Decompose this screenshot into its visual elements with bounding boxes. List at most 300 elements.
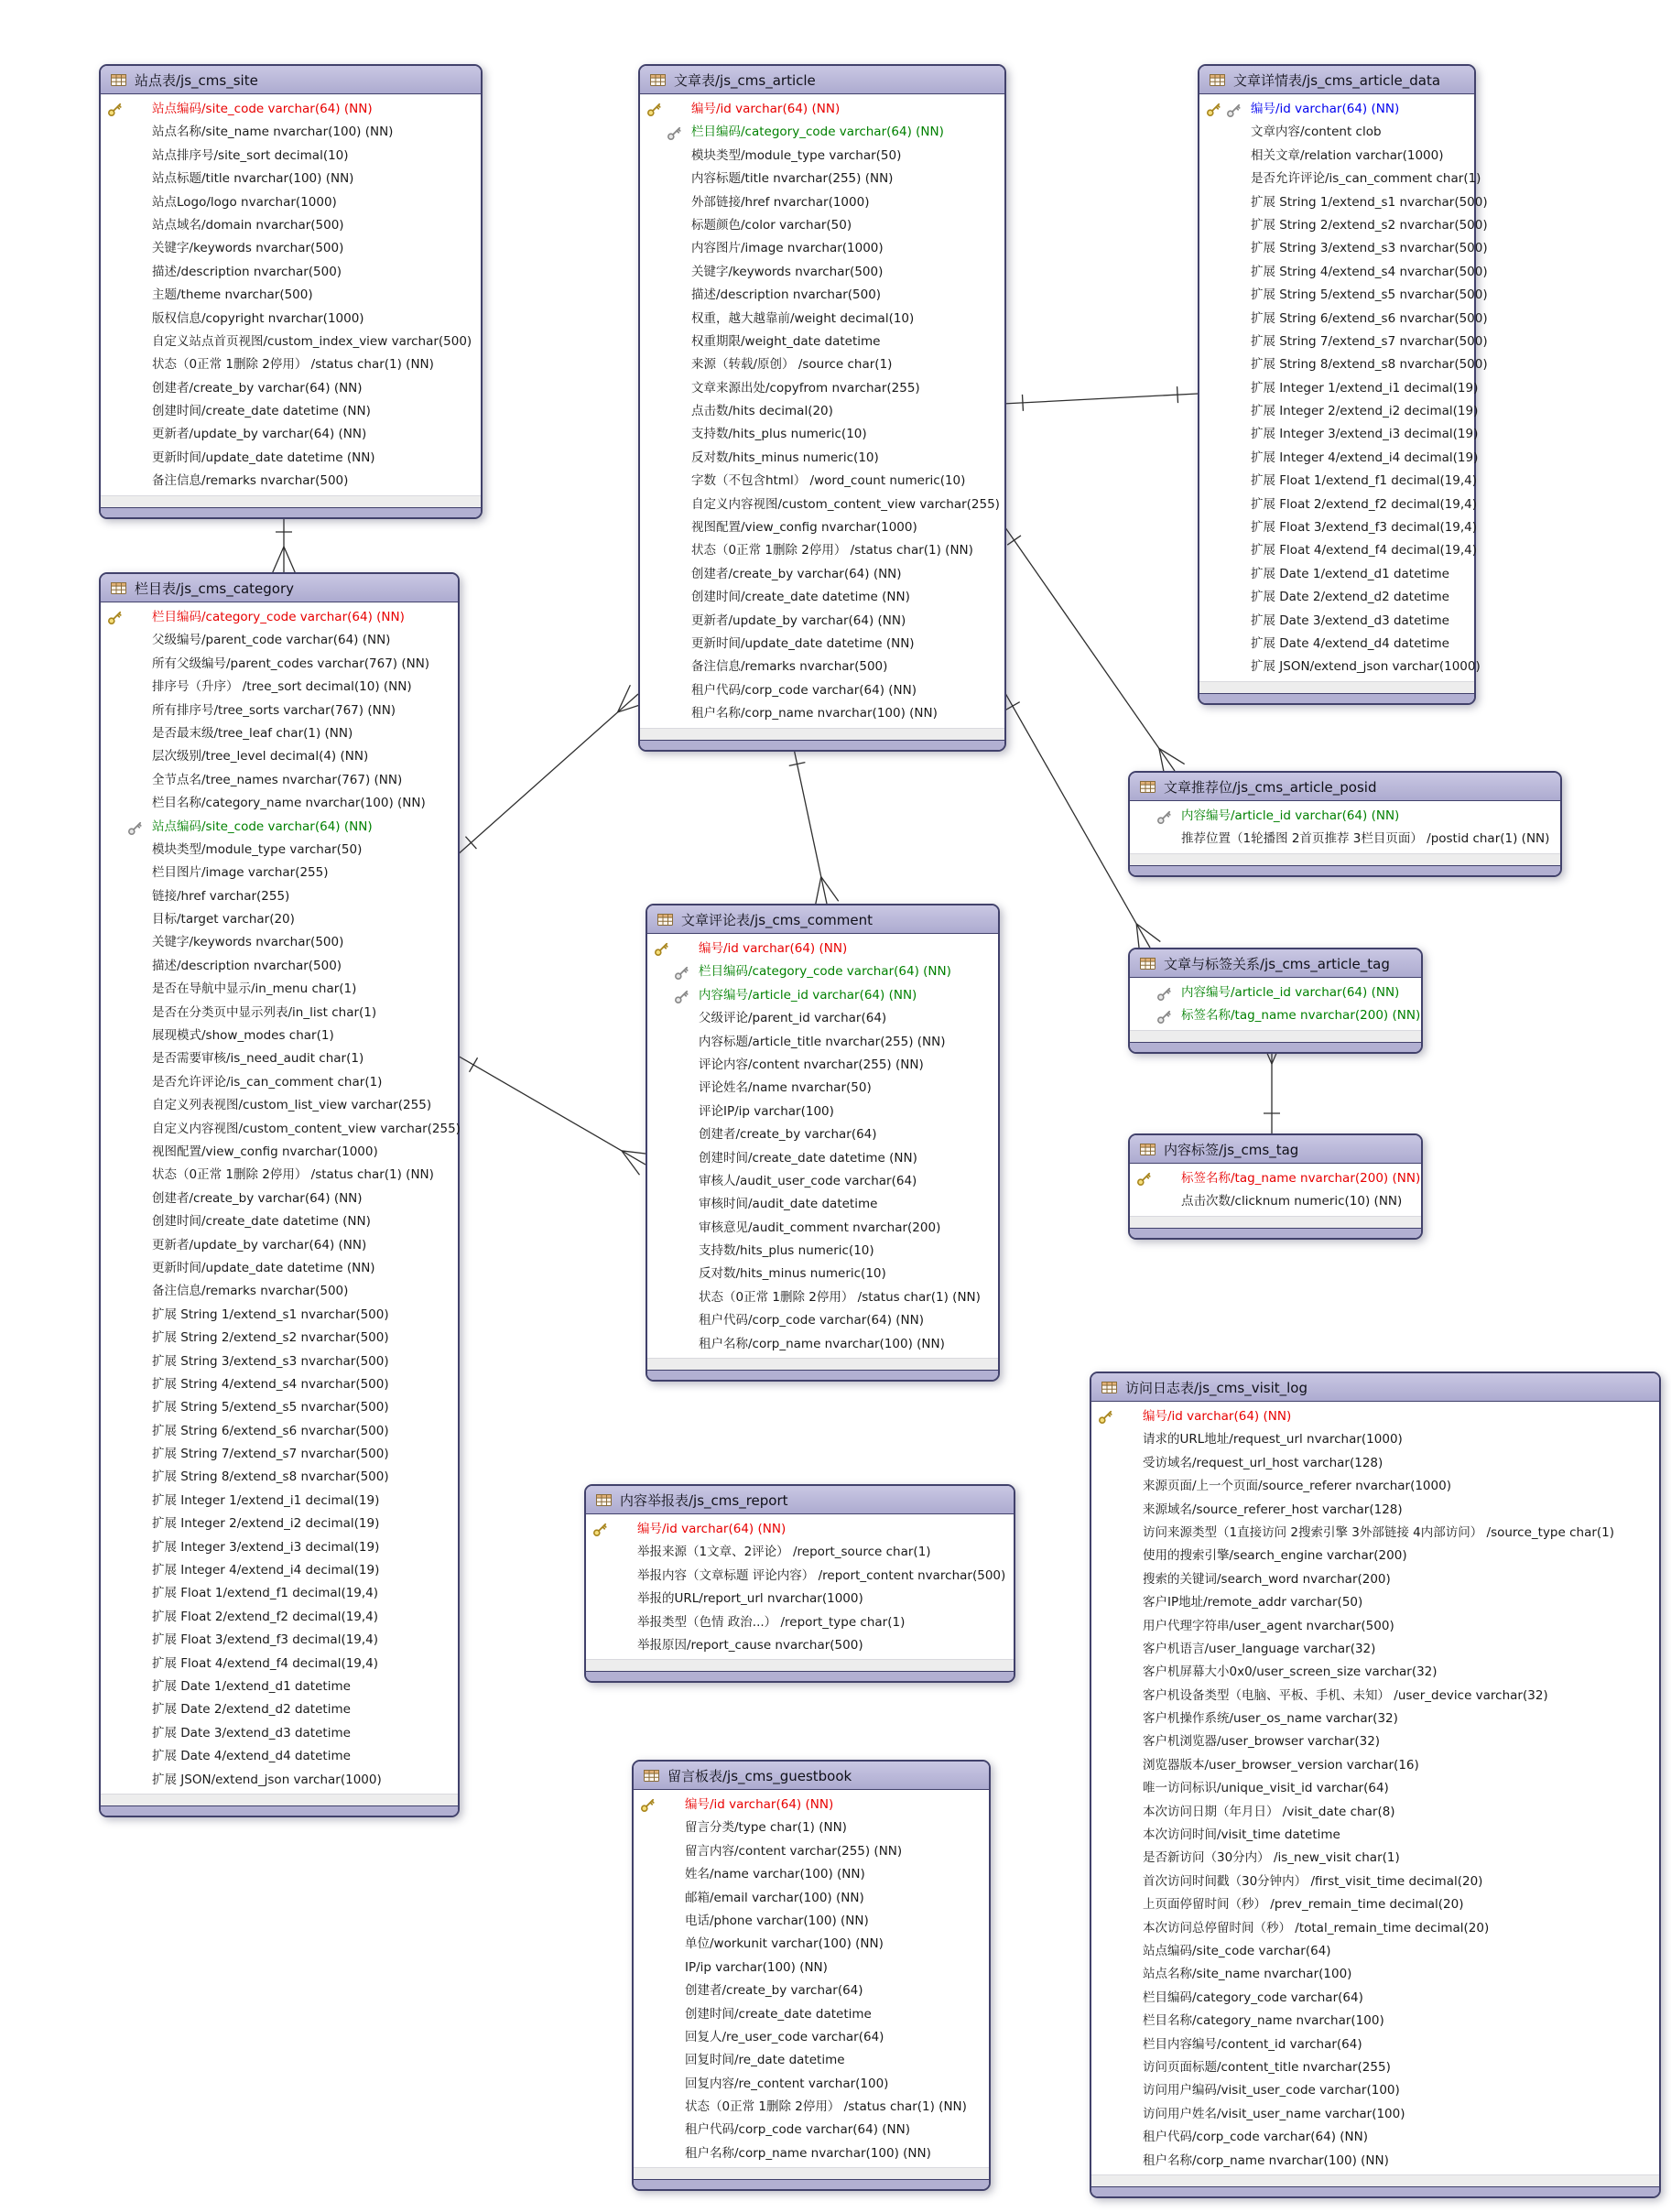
field-row[interactable]	[1199, 470, 1478, 493]
field-row[interactable]	[647, 1263, 998, 1285]
field-row[interactable]	[640, 214, 1004, 237]
field-label: 全节点名/tree_names nvarchar(767) (NN)	[152, 772, 403, 787]
table-title: 文章详情表/js_cms_article_data	[1233, 71, 1441, 89]
field-row[interactable]	[634, 2119, 989, 2142]
table-footer-strip	[1130, 1216, 1421, 1228]
field-label: 扩展 Float 4/extend_f4 decimal(19,4)	[152, 1655, 379, 1671]
field-label: 租户名称/corp_name nvarchar(100) (NN)	[691, 706, 938, 721]
field-row[interactable]	[101, 862, 458, 884]
field-row[interactable]	[101, 769, 458, 792]
field-row[interactable]	[101, 470, 481, 493]
field-label: 扩展 String 3/extend_s3 nvarchar(500)	[152, 1353, 389, 1369]
field-row[interactable]	[101, 676, 458, 699]
field-row[interactable]	[1199, 610, 1474, 633]
table-footer-strip	[647, 1358, 998, 1370]
field-row[interactable]	[1091, 1685, 1659, 1708]
field-label: 客户机操作系统/user_os_name varchar(32)	[1143, 1711, 1398, 1727]
field-row[interactable]	[634, 1840, 989, 1863]
field-row[interactable]	[1130, 828, 1560, 851]
relation-site-category[interactable]	[272, 512, 296, 574]
table-header[interactable]	[101, 574, 458, 602]
field-row[interactable]	[1091, 1847, 1659, 1870]
field-label: 扩展 String 5/extend_s5 nvarchar(500)	[152, 1400, 389, 1415]
entity-table-report[interactable]	[584, 1484, 1015, 1683]
field-row[interactable]	[101, 400, 481, 423]
field-label: 访问用户姓名/visit_user_name varchar(100)	[1143, 2106, 1405, 2121]
field-row[interactable]	[634, 1933, 989, 1956]
field-row[interactable]	[1199, 284, 1488, 307]
field-row[interactable]	[647, 1147, 998, 1170]
table-footer-strip	[586, 1659, 1014, 1671]
field-row[interactable]	[101, 284, 481, 307]
field-row[interactable]	[101, 1280, 458, 1303]
field-row[interactable]	[101, 1234, 458, 1257]
field-label: 扩展 String 2/extend_s2 nvarchar(500)	[152, 1330, 389, 1346]
field-label: 客户机浏览器/user_browser varchar(32)	[1143, 1734, 1381, 1750]
field-row[interactable]	[101, 1443, 458, 1466]
field-row[interactable]	[640, 261, 1004, 284]
field-label: 访问用户编码/visit_user_code varchar(100)	[1143, 2083, 1400, 2098]
field-row[interactable]	[647, 1286, 998, 1309]
field-row[interactable]	[101, 1745, 458, 1768]
table-title: 留言板表/js_cms_guestbook	[667, 1767, 852, 1784]
entity-table-article_tag[interactable]	[1128, 948, 1423, 1054]
field-row[interactable]	[1091, 1568, 1659, 1591]
field-list	[101, 94, 481, 495]
field-row[interactable]	[1091, 1615, 1659, 1638]
field-row[interactable]	[101, 1002, 458, 1025]
entity-table-category[interactable]	[99, 572, 460, 1817]
field-row[interactable]	[634, 2049, 989, 2072]
field-label: 支持数/hits_plus numeric(10)	[699, 1243, 874, 1259]
field-label: 扩展 Date 2/extend_d2 datetime	[152, 1702, 351, 1718]
field-row[interactable]	[640, 145, 1004, 168]
field-row[interactable]	[640, 191, 1004, 214]
primary-key-icon	[1206, 102, 1221, 117]
field-row[interactable]	[640, 353, 1004, 376]
field-label: 扩展 String 8/extend_s8 nvarchar(500)	[1251, 357, 1488, 373]
field-label: 父级编号/parent_code varchar(64) (NN)	[152, 633, 391, 648]
field-row[interactable]	[101, 792, 458, 815]
table-footer-strip	[634, 2167, 989, 2179]
primary-key-icon	[646, 102, 662, 117]
field-row[interactable]	[1091, 2150, 1659, 2173]
field-row[interactable]	[640, 539, 1004, 562]
field-row[interactable]	[101, 1047, 458, 1070]
field-row[interactable]	[647, 1193, 998, 1216]
field-row[interactable]	[1091, 1801, 1659, 1824]
table-title: 文章表/js_cms_article	[674, 71, 816, 89]
field-row[interactable]	[101, 1698, 458, 1721]
field-row[interactable]	[640, 563, 1004, 586]
field-row[interactable]	[634, 2142, 989, 2165]
field-row[interactable]	[640, 308, 1004, 331]
field-row[interactable]	[101, 237, 481, 260]
field-row[interactable]	[1199, 168, 1481, 190]
field-row[interactable]	[647, 1077, 998, 1100]
field-row[interactable]	[647, 1007, 998, 1030]
field-label: 站点排序号/site_sort decimal(10)	[152, 147, 349, 163]
field-row[interactable]	[586, 1565, 1014, 1588]
field-label: 用户代理字符串/user_agent nvarchar(500)	[1143, 1618, 1394, 1633]
field-row[interactable]	[640, 702, 1004, 725]
field-label: 来源域名/source_referer_host varchar(128)	[1143, 1502, 1403, 1517]
field-row[interactable]	[647, 1054, 998, 1077]
field-label: 创建者/create_by varchar(64) (NN)	[152, 1190, 363, 1206]
field-row[interactable]	[1199, 353, 1488, 376]
field-row[interactable]	[101, 1606, 458, 1629]
field-row[interactable]	[101, 978, 458, 1001]
field-row[interactable]	[1091, 1545, 1659, 1567]
field-row[interactable]	[1091, 1824, 1659, 1847]
field-row[interactable]	[101, 653, 458, 676]
field-label: 扩展 Float 2/extend_f2 decimal(19,4)	[152, 1609, 379, 1624]
field-row[interactable]	[101, 955, 458, 978]
field-row[interactable]	[101, 885, 458, 908]
table-icon	[1140, 781, 1156, 793]
field-label: 扩展 Integer 2/extend_i2 decimal(19)	[1251, 404, 1479, 419]
field-row[interactable]	[1130, 1167, 1421, 1190]
field-label: 举报类型（色情 政治...） /report_type char(1)	[637, 1614, 906, 1630]
field-row[interactable]	[101, 1396, 458, 1419]
field-row[interactable]	[640, 377, 1004, 400]
field-row[interactable]	[647, 1217, 998, 1240]
field-row[interactable]	[101, 1071, 458, 1094]
field-row[interactable]	[640, 610, 1004, 633]
field-row[interactable]	[1091, 1475, 1659, 1498]
field-label: 推荐位置（1轮播图 2首页推荐 3栏目页面） /postid char(1) (NN)	[1181, 831, 1550, 847]
field-label: 父级评论/parent_id varchar(64)	[699, 1011, 887, 1026]
field-row[interactable]	[647, 1240, 998, 1263]
field-row[interactable]	[647, 984, 998, 1007]
field-row[interactable]	[634, 1863, 989, 1886]
field-label: 栏目内容编号/content_id varchar(64)	[1143, 2036, 1362, 2052]
field-row[interactable]	[647, 938, 998, 960]
field-row[interactable]	[101, 839, 458, 862]
field-row[interactable]	[634, 1910, 989, 1933]
entity-table-article_data[interactable]	[1198, 64, 1488, 705]
field-row[interactable]	[586, 1634, 1014, 1657]
field-row[interactable]	[101, 1141, 458, 1164]
field-row[interactable]	[1130, 1190, 1421, 1213]
field-row[interactable]	[101, 423, 481, 446]
field-label: 状态（0正常 1删除 2停用） /status char(1) (NN)	[152, 1167, 434, 1183]
relation-article-article_posid[interactable]	[1003, 524, 1185, 777]
field-row[interactable]	[101, 699, 458, 722]
field-row[interactable]	[1091, 2056, 1659, 2079]
field-label: IP/ip varchar(100) (NN)	[685, 1959, 828, 1975]
field-row[interactable]	[1199, 145, 1474, 168]
entity-table-tag[interactable]	[1128, 1133, 1423, 1240]
field-row[interactable]	[647, 1170, 998, 1193]
field-row[interactable]	[1199, 261, 1488, 284]
field-label: 站点编码/site_code varchar(64)	[1143, 1943, 1331, 1958]
field-row[interactable]	[101, 1675, 458, 1698]
field-row[interactable]	[647, 1309, 998, 1332]
field-row[interactable]	[1199, 377, 1479, 400]
table-header[interactable]	[101, 66, 481, 94]
field-row[interactable]	[101, 1420, 458, 1443]
field-row[interactable]	[1199, 563, 1474, 586]
field-row[interactable]	[1199, 539, 1478, 562]
field-row[interactable]	[640, 516, 1004, 539]
field-row[interactable]	[634, 1794, 989, 1816]
field-label: 内容标题/title nvarchar(255) (NN)	[691, 171, 894, 187]
field-row[interactable]	[101, 1629, 458, 1652]
field-row[interactable]	[101, 931, 458, 954]
field-row[interactable]	[1199, 423, 1479, 446]
field-label: 编号/id varchar(64) (NN)	[699, 941, 848, 956]
field-label: 客户机屏幕大小0x0/user_screen_size varchar(32)	[1143, 1664, 1438, 1680]
field-row[interactable]	[101, 1536, 458, 1559]
field-row[interactable]	[101, 1094, 458, 1117]
field-row[interactable]	[634, 1979, 989, 2002]
table-title: 内容举报表/js_cms_report	[620, 1491, 788, 1509]
field-row[interactable]	[640, 470, 1004, 493]
field-label: 点击数/hits decimal(20)	[691, 404, 833, 419]
field-row[interactable]	[640, 679, 1004, 702]
field-row[interactable]	[1130, 981, 1421, 1004]
field-row[interactable]	[101, 447, 481, 470]
field-row[interactable]	[647, 960, 998, 983]
field-row[interactable]	[634, 2026, 989, 2049]
field-row[interactable]	[101, 377, 481, 400]
field-label: 回复人/re_user_code varchar(64)	[685, 2029, 884, 2044]
field-label: 姓名/name varchar(100) (NN)	[685, 1867, 865, 1882]
field-row[interactable]	[586, 1518, 1014, 1541]
field-row[interactable]	[640, 586, 1004, 609]
field-row[interactable]	[634, 2096, 989, 2119]
field-row[interactable]	[640, 400, 1004, 423]
field-row[interactable]	[1091, 1638, 1659, 1661]
field-row[interactable]	[1130, 1004, 1421, 1027]
field-row[interactable]	[634, 1887, 989, 1910]
field-label: 权重，越大越靠前/weight decimal(10)	[691, 310, 915, 326]
field-row[interactable]	[1091, 2126, 1659, 2149]
field-row[interactable]	[101, 1164, 458, 1187]
field-row[interactable]	[640, 656, 1004, 678]
entity-table-visit_log[interactable]	[1090, 1372, 1661, 2198]
foreign-key-icon	[1226, 103, 1242, 118]
field-row[interactable]	[101, 606, 458, 629]
field-row[interactable]	[101, 1025, 458, 1047]
field-label: 栏目编码/category_code varchar(64) (NN)	[691, 125, 944, 140]
field-row[interactable]	[101, 1559, 458, 1582]
field-row[interactable]	[1199, 191, 1488, 214]
field-row[interactable]	[101, 629, 458, 652]
field-row[interactable]	[1199, 586, 1474, 609]
field-row[interactable]	[1091, 1522, 1659, 1545]
table-header[interactable]	[1130, 773, 1560, 801]
field-row[interactable]	[101, 1118, 461, 1141]
entity-table-comment[interactable]	[646, 904, 1000, 1382]
field-row[interactable]	[1091, 2033, 1659, 2056]
field-row[interactable]	[1199, 400, 1479, 423]
field-row[interactable]	[1091, 1661, 1659, 1684]
field-label: 是否最末级/tree_leaf char(1) (NN)	[152, 725, 353, 741]
field-row[interactable]	[101, 191, 481, 214]
entity-table-article_posid[interactable]	[1128, 771, 1562, 877]
table-header[interactable]	[1091, 1373, 1659, 1402]
field-row[interactable]	[101, 1466, 458, 1489]
table-header[interactable]	[586, 1486, 1014, 1514]
field-row[interactable]	[101, 722, 458, 745]
field-row[interactable]	[1091, 1777, 1659, 1800]
relation-category-article[interactable]	[456, 685, 646, 856]
table-header[interactable]	[647, 905, 998, 934]
field-label: 是否允许评论/is_can_comment char(1)	[1251, 171, 1481, 187]
field-row[interactable]	[640, 98, 1004, 121]
field-row[interactable]	[101, 1722, 458, 1745]
field-row[interactable]	[634, 2003, 989, 2026]
field-row[interactable]	[640, 633, 1004, 656]
field-row[interactable]	[647, 1031, 998, 1054]
field-row[interactable]	[101, 1373, 458, 1396]
table-title: 文章评论表/js_cms_comment	[681, 911, 873, 928]
field-row[interactable]	[634, 2073, 989, 2096]
field-list	[647, 934, 998, 1358]
table-header[interactable]	[634, 1762, 989, 1790]
field-row[interactable]	[640, 121, 1004, 144]
field-row[interactable]	[1091, 1963, 1659, 1986]
entity-table-guestbook[interactable]	[632, 1760, 991, 2191]
relation-article-comment[interactable]	[789, 744, 839, 906]
field-row[interactable]	[1130, 805, 1560, 828]
field-row[interactable]	[1199, 331, 1488, 353]
field-row[interactable]	[1199, 121, 1474, 144]
field-row[interactable]	[640, 168, 1004, 190]
relation-category-comment[interactable]	[456, 1055, 652, 1175]
field-row[interactable]	[101, 168, 481, 190]
field-label: 点击次数/clicknum numeric(10) (NN)	[1181, 1194, 1403, 1209]
field-row[interactable]	[1199, 447, 1479, 470]
field-row[interactable]	[1199, 516, 1478, 539]
field-label: 是否在导航中显示/in_menu char(1)	[152, 981, 357, 997]
field-row[interactable]	[1091, 1452, 1659, 1475]
table-header[interactable]	[1130, 949, 1421, 978]
field-row[interactable]	[1091, 1754, 1659, 1777]
field-row[interactable]	[101, 1490, 458, 1513]
field-row[interactable]	[1091, 1591, 1659, 1614]
field-label: 访问来源类型（1直接访问 2搜索引擎 3外部链接 4内部访问） /source_type char(1)	[1143, 1524, 1615, 1540]
entity-table-article[interactable]	[638, 64, 1006, 752]
foreign-key-icon	[1156, 809, 1172, 825]
field-row[interactable]	[640, 493, 1004, 516]
field-row[interactable]	[101, 816, 458, 839]
field-row[interactable]	[101, 1257, 458, 1280]
field-label: 客户机语言/user_language varchar(32)	[1143, 1641, 1376, 1656]
field-row[interactable]	[101, 1582, 458, 1605]
field-row[interactable]	[101, 261, 481, 284]
field-row[interactable]	[101, 308, 481, 331]
field-row[interactable]	[101, 353, 481, 376]
table-footer-bar	[1130, 1228, 1421, 1238]
field-row[interactable]	[1091, 1870, 1659, 1893]
field-row[interactable]	[1091, 1499, 1659, 1522]
field-row[interactable]	[101, 745, 458, 768]
field-label: 来源（转载/原创） /source char(1)	[691, 357, 893, 373]
table-title: 文章推荐位/js_cms_article_posid	[1164, 778, 1377, 796]
field-row[interactable]	[101, 145, 481, 168]
field-row[interactable]	[1199, 98, 1474, 121]
field-row[interactable]	[1091, 1730, 1659, 1753]
table-title: 文章与标签关系/js_cms_article_tag	[1164, 955, 1390, 972]
entity-table-site[interactable]	[99, 64, 483, 519]
field-label: 扩展 String 5/extend_s5 nvarchar(500)	[1251, 287, 1488, 303]
field-row[interactable]	[101, 121, 481, 144]
field-row[interactable]	[1091, 2103, 1659, 2126]
field-row[interactable]	[1199, 237, 1488, 260]
field-row[interactable]	[101, 908, 458, 931]
field-row[interactable]	[101, 214, 481, 237]
table-header[interactable]	[1130, 1135, 1421, 1164]
field-row[interactable]	[101, 1210, 458, 1233]
field-row[interactable]	[1091, 2010, 1659, 2033]
field-label: 举报内容（文章标题 评论内容） /report_content nvarchar(500)	[637, 1567, 1006, 1583]
field-row[interactable]	[1091, 1917, 1659, 1940]
field-label: 描述/description nvarchar(500)	[152, 264, 342, 279]
field-row[interactable]	[586, 1611, 1014, 1634]
field-row[interactable]	[1091, 1893, 1659, 1916]
field-row[interactable]	[634, 1957, 989, 1979]
table-header[interactable]	[1199, 66, 1474, 94]
field-row[interactable]	[640, 284, 1004, 307]
field-row[interactable]	[1091, 1987, 1659, 2010]
field-label: 租户代码/corp_code varchar(64) (NN)	[1143, 2130, 1368, 2145]
field-row[interactable]	[640, 447, 1004, 470]
field-row[interactable]	[640, 423, 1004, 446]
field-row[interactable]	[647, 1101, 998, 1123]
field-row[interactable]	[1199, 633, 1474, 656]
field-row[interactable]	[1199, 308, 1488, 331]
primary-key-icon	[107, 610, 123, 625]
field-row[interactable]	[101, 1327, 458, 1350]
field-label: 备注信息/remarks nvarchar(500)	[691, 659, 888, 675]
field-row[interactable]	[1091, 1708, 1659, 1730]
field-row[interactable]	[101, 98, 481, 121]
table-icon	[1210, 74, 1225, 86]
field-row[interactable]	[101, 1653, 458, 1675]
relation-article-article_data[interactable]	[1003, 386, 1198, 411]
field-row[interactable]	[647, 1123, 998, 1146]
field-row[interactable]	[101, 1769, 458, 1792]
field-row[interactable]	[634, 1816, 989, 1839]
field-row[interactable]	[1199, 656, 1481, 678]
field-row[interactable]	[1091, 1405, 1659, 1428]
field-row[interactable]	[1091, 1940, 1659, 1963]
field-row[interactable]	[1199, 493, 1478, 516]
field-row[interactable]	[101, 331, 481, 353]
field-label: 来源页面/上一个页面/source_referer nvarchar(1000)	[1143, 1479, 1451, 1494]
field-row[interactable]	[101, 1187, 458, 1210]
field-label: 站点名称/site_name nvarchar(100)	[1143, 1967, 1352, 1982]
field-row[interactable]	[101, 1350, 458, 1373]
table-header[interactable]	[640, 66, 1004, 94]
field-row[interactable]	[640, 331, 1004, 353]
field-row[interactable]	[647, 1333, 998, 1356]
field-row[interactable]	[586, 1541, 1014, 1564]
field-row[interactable]	[101, 1304, 458, 1327]
field-row[interactable]	[1199, 214, 1488, 237]
field-label: 站点标题/title nvarchar(100) (NN)	[152, 171, 354, 187]
field-row[interactable]	[640, 237, 1004, 260]
field-row[interactable]	[1091, 2079, 1659, 2102]
field-row[interactable]	[101, 1513, 458, 1535]
field-row[interactable]	[586, 1588, 1014, 1610]
field-row[interactable]	[1091, 1428, 1659, 1451]
table-footer-bar	[1130, 1042, 1421, 1052]
field-label: 受访域名/request_url_host varchar(128)	[1143, 1455, 1383, 1470]
